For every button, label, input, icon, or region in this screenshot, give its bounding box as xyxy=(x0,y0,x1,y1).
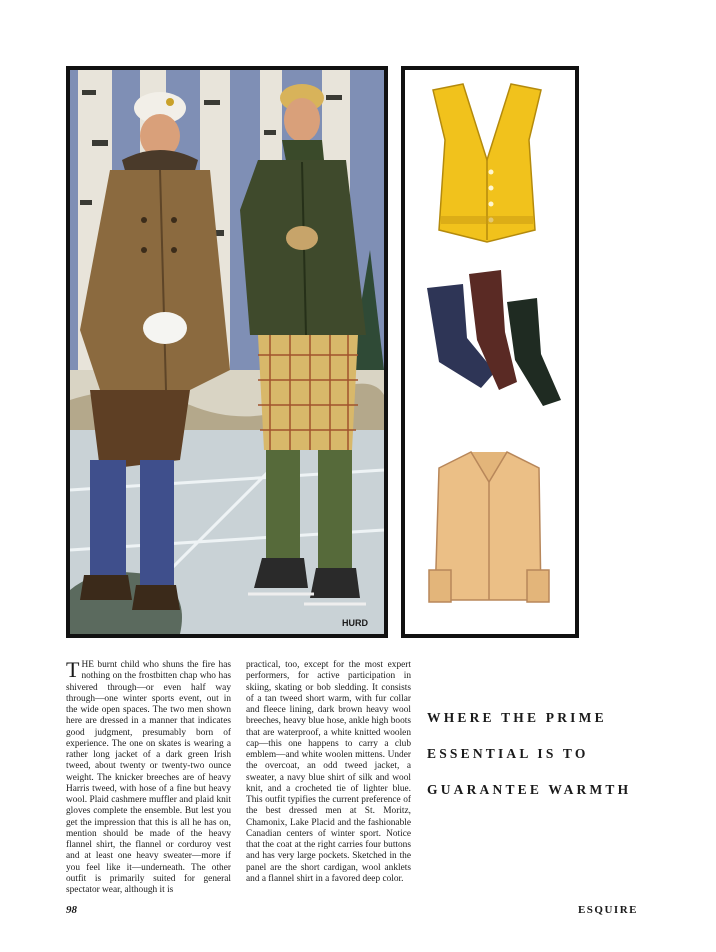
article-column-1 xyxy=(66,657,231,896)
wool-anklets-icon xyxy=(427,270,561,406)
drop-cap: T xyxy=(66,657,80,682)
headline-line-2: ESSENTIAL IS TO xyxy=(427,746,589,761)
headline xyxy=(427,700,667,808)
accessories-sketches xyxy=(405,70,575,634)
flannel-shirt-icon xyxy=(429,452,549,602)
two-men-winter-scene xyxy=(70,70,384,634)
headline-line-1: WHERE THE PRIME xyxy=(427,710,607,725)
article-text-1: HE burnt child who shuns the fire has nothing on the frostbitten chap who has shivered through—or even half way through—one winter sports event, out in the wide open spaces. The two men shown here are dressed in a manner that indicates good judgment, presumably born of experience. The one on skates is wearing a rather long jacket of a dark green Irish tweed, about twenty or twenty-two ounce weight. The knicker breeches are of heavy Harris tweed, with hose of a fine but heavy wool. Plaid cashmere muffler and plaid knit gloves complete the ensemble. But lest you get the impression that this is all he has on, mention should be made of the heavy flannel shirt, the flannel or corduroy vest and at least one heavy sweater—more if you feel like it—underneath. The other outfit is primarily suited for general spectator wear, although it is xyxy=(66,660,231,895)
headline-line-3: GUARANTEE WARMTH xyxy=(427,782,632,797)
magazine-name: ESQUIRE xyxy=(577,904,638,916)
page-number: 98 xyxy=(66,904,77,916)
accessories-panel xyxy=(401,66,579,638)
article-column-2 xyxy=(246,660,411,885)
winter-sports-illustration xyxy=(66,66,388,638)
article-text-2: practical, too, except for the most expert performers, for active participation in skiing, skating or bob sledding. It consists of a tan tweed short warm, with fur collar and fleece lining, dark brown heavy wool breeches, heavy blue hose, ankle high boots that are waterproof, a white knitted woolen cap—this one happens to carry a club emblem—and white woolen mittens. Under the overcoat, an odd tweed jacket, a sweater, a navy blue shirt of silk and wool knit, and a crocheted tie of lighter blue. This outfit typifies the current preference of the best dressed men at St. Moritz, Chamonix, Lake Placid and the fashionable Canadian centers of winter sport. Notice that the coat at the right carries four buttons and has very large pockets. Sketched in the panel are the short cardigan, wool anklets and a flannel shirt in a favored deep color. xyxy=(246,660,411,884)
artist-signature: HURD xyxy=(342,618,368,628)
cardigan-vest-icon xyxy=(433,84,541,242)
